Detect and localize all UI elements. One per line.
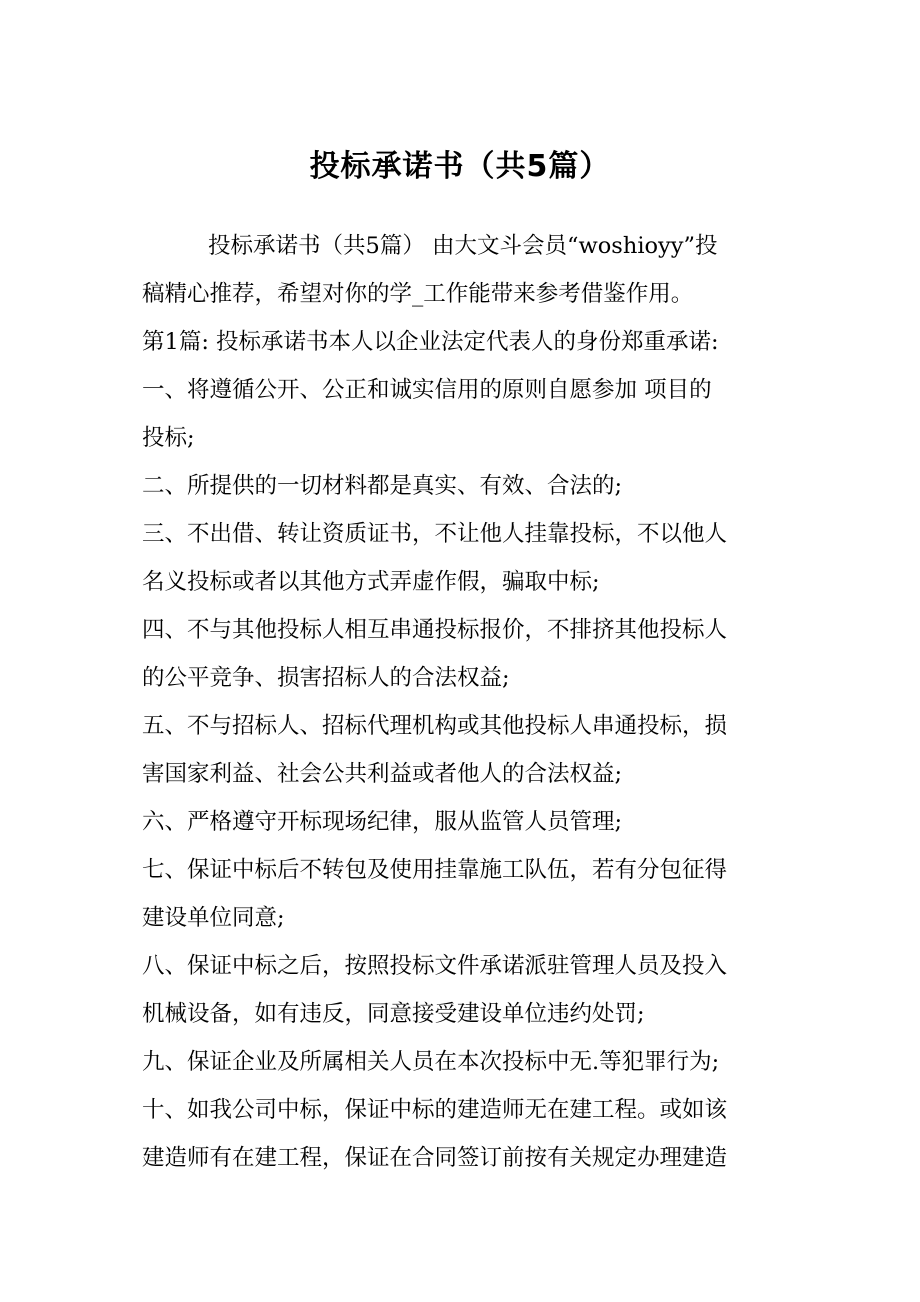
paragraph-line: 六、严格遵守开标现场纪律，服从监管人员管理; [142,809,623,835]
paragraph-line: 稿精心推荐，希望对你的学_工作能带来参考借鉴作用。 [142,281,694,307]
paragraph-line: 的公平竞争、损害招标人的合法权益; [142,665,510,691]
paragraph-line: 八、保证中标之后，按照投标文件承诺派驻管理人员及投入 [142,953,728,979]
paragraph-line: 三、不出借、转让资质证书，不让他人挂靠投标，不以他人 [142,521,728,547]
paragraph-line: 十、如我公司中标，保证中标的建造师无在建工程。或如该 [142,1097,728,1123]
paragraph-line: 机械设备，如有违反，同意接受建设单位违约处罚; [142,1001,645,1027]
paragraph-line: 名义投标或者以其他方式弄虚作假，骗取中标; [142,569,600,595]
paragraph-line: 建设单位同意; [142,905,285,931]
paragraph-line: 四、不与其他投标人相互串通投标报价，不排挤其他投标人 [142,617,728,643]
paragraph-line: 第1篇: 投标承诺书本人以企业法定代表人的身份郑重承诺: [142,329,719,355]
paragraph-line: 二、所提供的一切材料都是真实、有效、合法的; [142,473,623,499]
paragraph-line: 一、将遵循公开、公正和诚实信用的原则自愿参加 项目的 [142,377,712,403]
paragraph-line: 五、不与招标人、招标代理机构或其他投标人串通投标，损 [142,713,728,739]
paragraph-line: 七、保证中标后不转包及使用挂靠施工队伍，若有分包征得 [142,857,728,883]
document-body [142,222,788,1182]
paragraph-line: 投标承诺书（共5篇） 由大文斗会员“woshioyy”投 [208,233,718,259]
document-title: 投标承诺书（共5篇） [309,149,611,184]
paragraph-line: 害国家利益、社会公共利益或者他人的合法权益; [142,761,623,787]
paragraph-line: 九、保证企业及所属相关人员在本次投标中无.等犯罪行为; [142,1049,720,1075]
paragraph-line: 建造师有在建工程，保证在合同签订前按有关规定办理建造 [142,1145,728,1171]
paragraph-line: 投标; [142,425,195,451]
